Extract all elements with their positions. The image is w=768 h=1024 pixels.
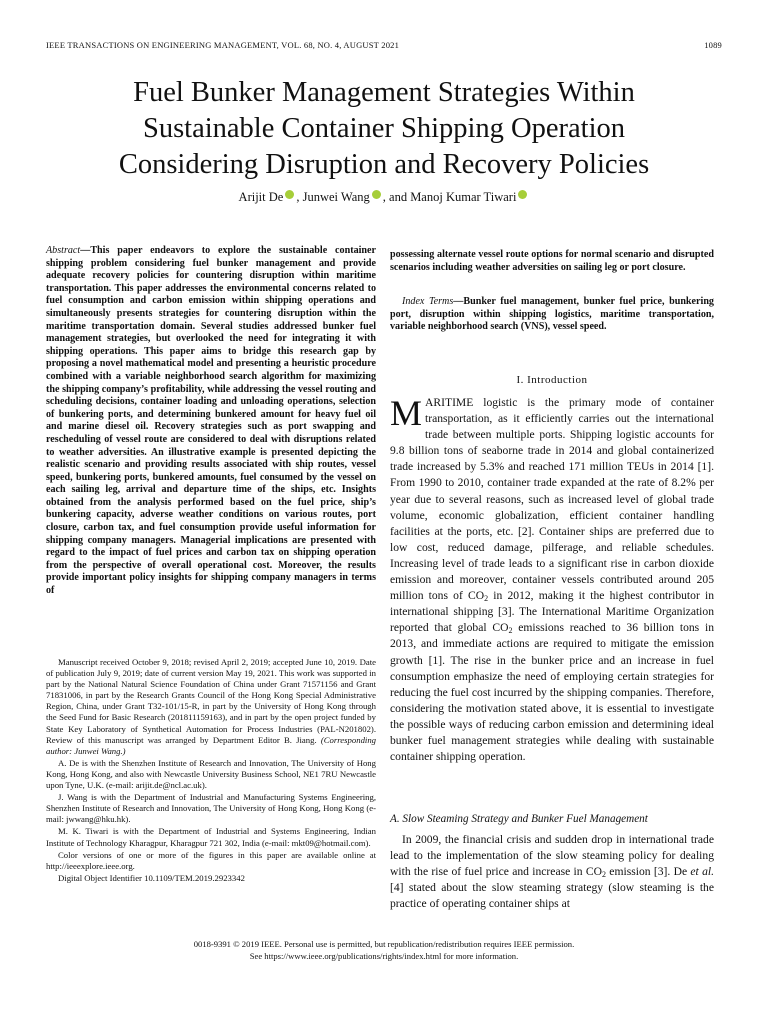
author-name: Arijit De (238, 190, 284, 204)
author-name: , and Manoj Kumar Tiwari (382, 190, 517, 204)
section-heading: I. Introduction (516, 374, 588, 386)
abstract-label: Abstract (46, 245, 81, 256)
abstract-dash: — (80, 245, 91, 256)
et-al: et al. (690, 865, 714, 879)
index-terms-dash: — (453, 296, 464, 307)
corresponding-author: (Corresponding author: Junwei Wang.) (46, 734, 377, 756)
intro-paragraph (390, 395, 714, 765)
footnote-text: Manuscript received October 9, 2018; revised April 2, 2019; accepted June 10, 2019. Date of publication July 9, 2019; date of current version May 19, 2021. This work was supported in part by the National Natural Science Foundation of China under Grant 71571156 and Grant 71831006, in part by the Research Grants Council of the Hong Kong Special Administrative Region, China, under Grant T32-101/15-R, in part by the University of Hong Kong through the Seed Fund for Basic Research (201811159163), and in part by the open project funded by State Key Laboratory of Synthetical Automation for Process Industries (PAL-N201802). Review of this manuscript was arranged by Department Editor B. Jiang. (46, 657, 376, 745)
rights-link[interactable]: See https://www.ieee.org/publications/rights/index.html for more information. (249, 951, 519, 961)
page-number: 1089 (704, 40, 722, 50)
footnote: Color versions of one or more of the figures in this paper are available online at http://ieeexplore.ieee.org. (46, 849, 376, 871)
body-text: In 2009, the financial crisis and sudden drop in international trade lead to the implementation of the slow steaming policy for dealing with the rise of fuel price and increase in CO (390, 833, 714, 879)
paper-title (40, 75, 728, 183)
orcid-icon[interactable] (285, 190, 294, 199)
footnote-doi: Digital Object Identifier 10.1109/TEM.2019.2923342 (58, 872, 245, 883)
orcid-icon[interactable] (518, 190, 527, 199)
author-name: , Junwei Wang (296, 190, 370, 204)
subsection-heading: A. Slow Steaming Strategy and Bunker Fuel Management (390, 813, 648, 825)
footnote: A. De is with the Shenzhen Institute of Research and Innovation, The University of Hong Kong, Hong Kong, and also with Newcastle University Business School, NE1 7RU Newcastle upon Tyne, U.K. (e-mail: arijit.de@ncl.ac.uk). (46, 757, 376, 791)
abstract-text: This paper endeavors to explore the sustainable container shipping problem considering fuel bunker management and provide adequate recovery policies for countering disruption within maritime transportation. This paper addresses the environmental concerns related to fuel consumption and carbon emission within shipping operations and simultaneously presents strategies for countering disruption within the maritime transportation domain. Several studies addressed bunker fuel management strategies, but overlooked the need for integrating it with shipping operations. This paper aims to bridge this research gap by proposing a novel mathematical model and presenting a heuristic procedure combined with a variable neighborhood search algorithm for maximizing the shipping company’s profitability, while addressing the vessel routing and scheduling decisions, container loading and unloading operations, selection of bunkering ports, and determining bunkered amount for heavy fuel oil and marine diesel oil. Recovery strategies such as port swapping and rescheduling of vessel route are considered to deal with disruptions related to weather adversities. An illustrative example is presented depicting the realistic scenario and providing results associated with ship routes, vessel speed, bunkering ports, bunkered amounts, fuel consumed by the vessel on each sailing leg, arrival and departure time of the ships, etc. Insights obtained from the analysis performed based on the fuel price, ship’s bunkering capacity, adverse weather conditions on various routes, port closure, carbon tax, and fuel consumption provide useful information for shipping company managers. Managerial implications are presented with regard to the impact of fuel prices and carbon tax on shipping operation from the perspective of overall operational cost. Moreover, the results provide important policy insights for shipping company managers in terms of (46, 245, 376, 597)
subscript: 2 (484, 594, 489, 604)
title-line: Sustainable Container Shipping Operation (142, 113, 626, 144)
copyright-footer (0, 938, 768, 962)
body-text: in 2012, making it the highest contributor in international shipping [3]. The International Maritime Organization reported that global CO (390, 589, 714, 635)
author-list (0, 190, 768, 205)
body-text: [4] stated about the slow steaming strategy (slow steaming is the practice of operating container ships at (390, 881, 714, 911)
subsection-paragraph (390, 832, 714, 912)
body-text: emissions reached to 36 billion tons in 2013, and immediate actions are required to mitigate the emission growth [1]. The rise in the bunker price and an increase in fuel consumption emphasize the need of employing certain strategies for reducing the fuel cost incurred by the shipping companies. Therefore, considering the motivation stated above, it is essential to investigate the possible ways of reducing carbon emission and determining ideal bunker fuel management strategies while dealing with sustainable container shipping operation. (390, 621, 714, 764)
running-header (46, 40, 722, 50)
index-terms-label: Index Terms (402, 296, 454, 307)
abstract (46, 245, 376, 598)
footnotes (46, 657, 376, 885)
index-terms-text: Bunker fuel management, bunker fuel price, bunkering port, disruption within shipping logistics, maritime transportation, variable neighborhood search (VNS), vessel speed. (390, 296, 714, 333)
index-terms (390, 296, 714, 334)
body-text: emission [3]. De (606, 865, 691, 879)
orcid-icon[interactable] (372, 190, 381, 199)
body-text: ARITIME logistic is the primary mode of container transportation, as it efficiently carries out the international trade between multiple ports. Shipping logistic accounts for 9.8 billion tons of seaborne trade in 2014 and global containerized trade increased by 5.3% and reached 171 million TEUs in 2014 [1]. From 1990 to 2010, container trade expanded at the rate of 8.2% per year due to several reasons, such as increased level of global trade volume, economic globalization, efficient container handling facilities at the ports, etc. [2]. Container ships are preferred due to low cost, reduced damage, pilferage, and reliable schedules. Increasing level of trade leads to a significant rise in carbon dioxide emission and moreover, container vessels contributed around 205 million tons of CO (390, 396, 714, 603)
subscript: 2 (602, 870, 606, 880)
journal-name: IEEE TRANSACTIONS ON ENGINEERING MANAGEMENT, VOL. 68, NO. 4, AUGUST 2021 (46, 40, 400, 50)
copyright-line: 0018-9391 © 2019 IEEE. Personal use is permitted, but republication/redistribution requires IEEE permission. (193, 939, 575, 949)
footnote (46, 657, 376, 757)
abstract-continued: possessing alternate vessel route options for normal scenario and disrupted scenarios including weather adversities on sailing leg or port closure. (390, 249, 714, 273)
title-line: Fuel Bunker Management Strategies Within (133, 77, 635, 108)
subscript: 2 (508, 626, 513, 636)
drop-cap: M (390, 393, 423, 433)
footnote: J. Wang is with the Department of Industrial and Manufacturing Systems Engineering, Shenzhen Institute of Research and Innovation, The University of Hong Kong, Hong Kong (e-mail: jwwang@hku.hk). (46, 792, 376, 825)
title-line: Considering Disruption and Recovery Policies (118, 149, 650, 180)
footnote: M. K. Tiwari is with the Department of Industrial and Systems Engineering, Indian Institute of Technology Kharagpur, Kharagpur 721 302, India (e-mail: mkt09@hotmail.com). (46, 826, 376, 848)
